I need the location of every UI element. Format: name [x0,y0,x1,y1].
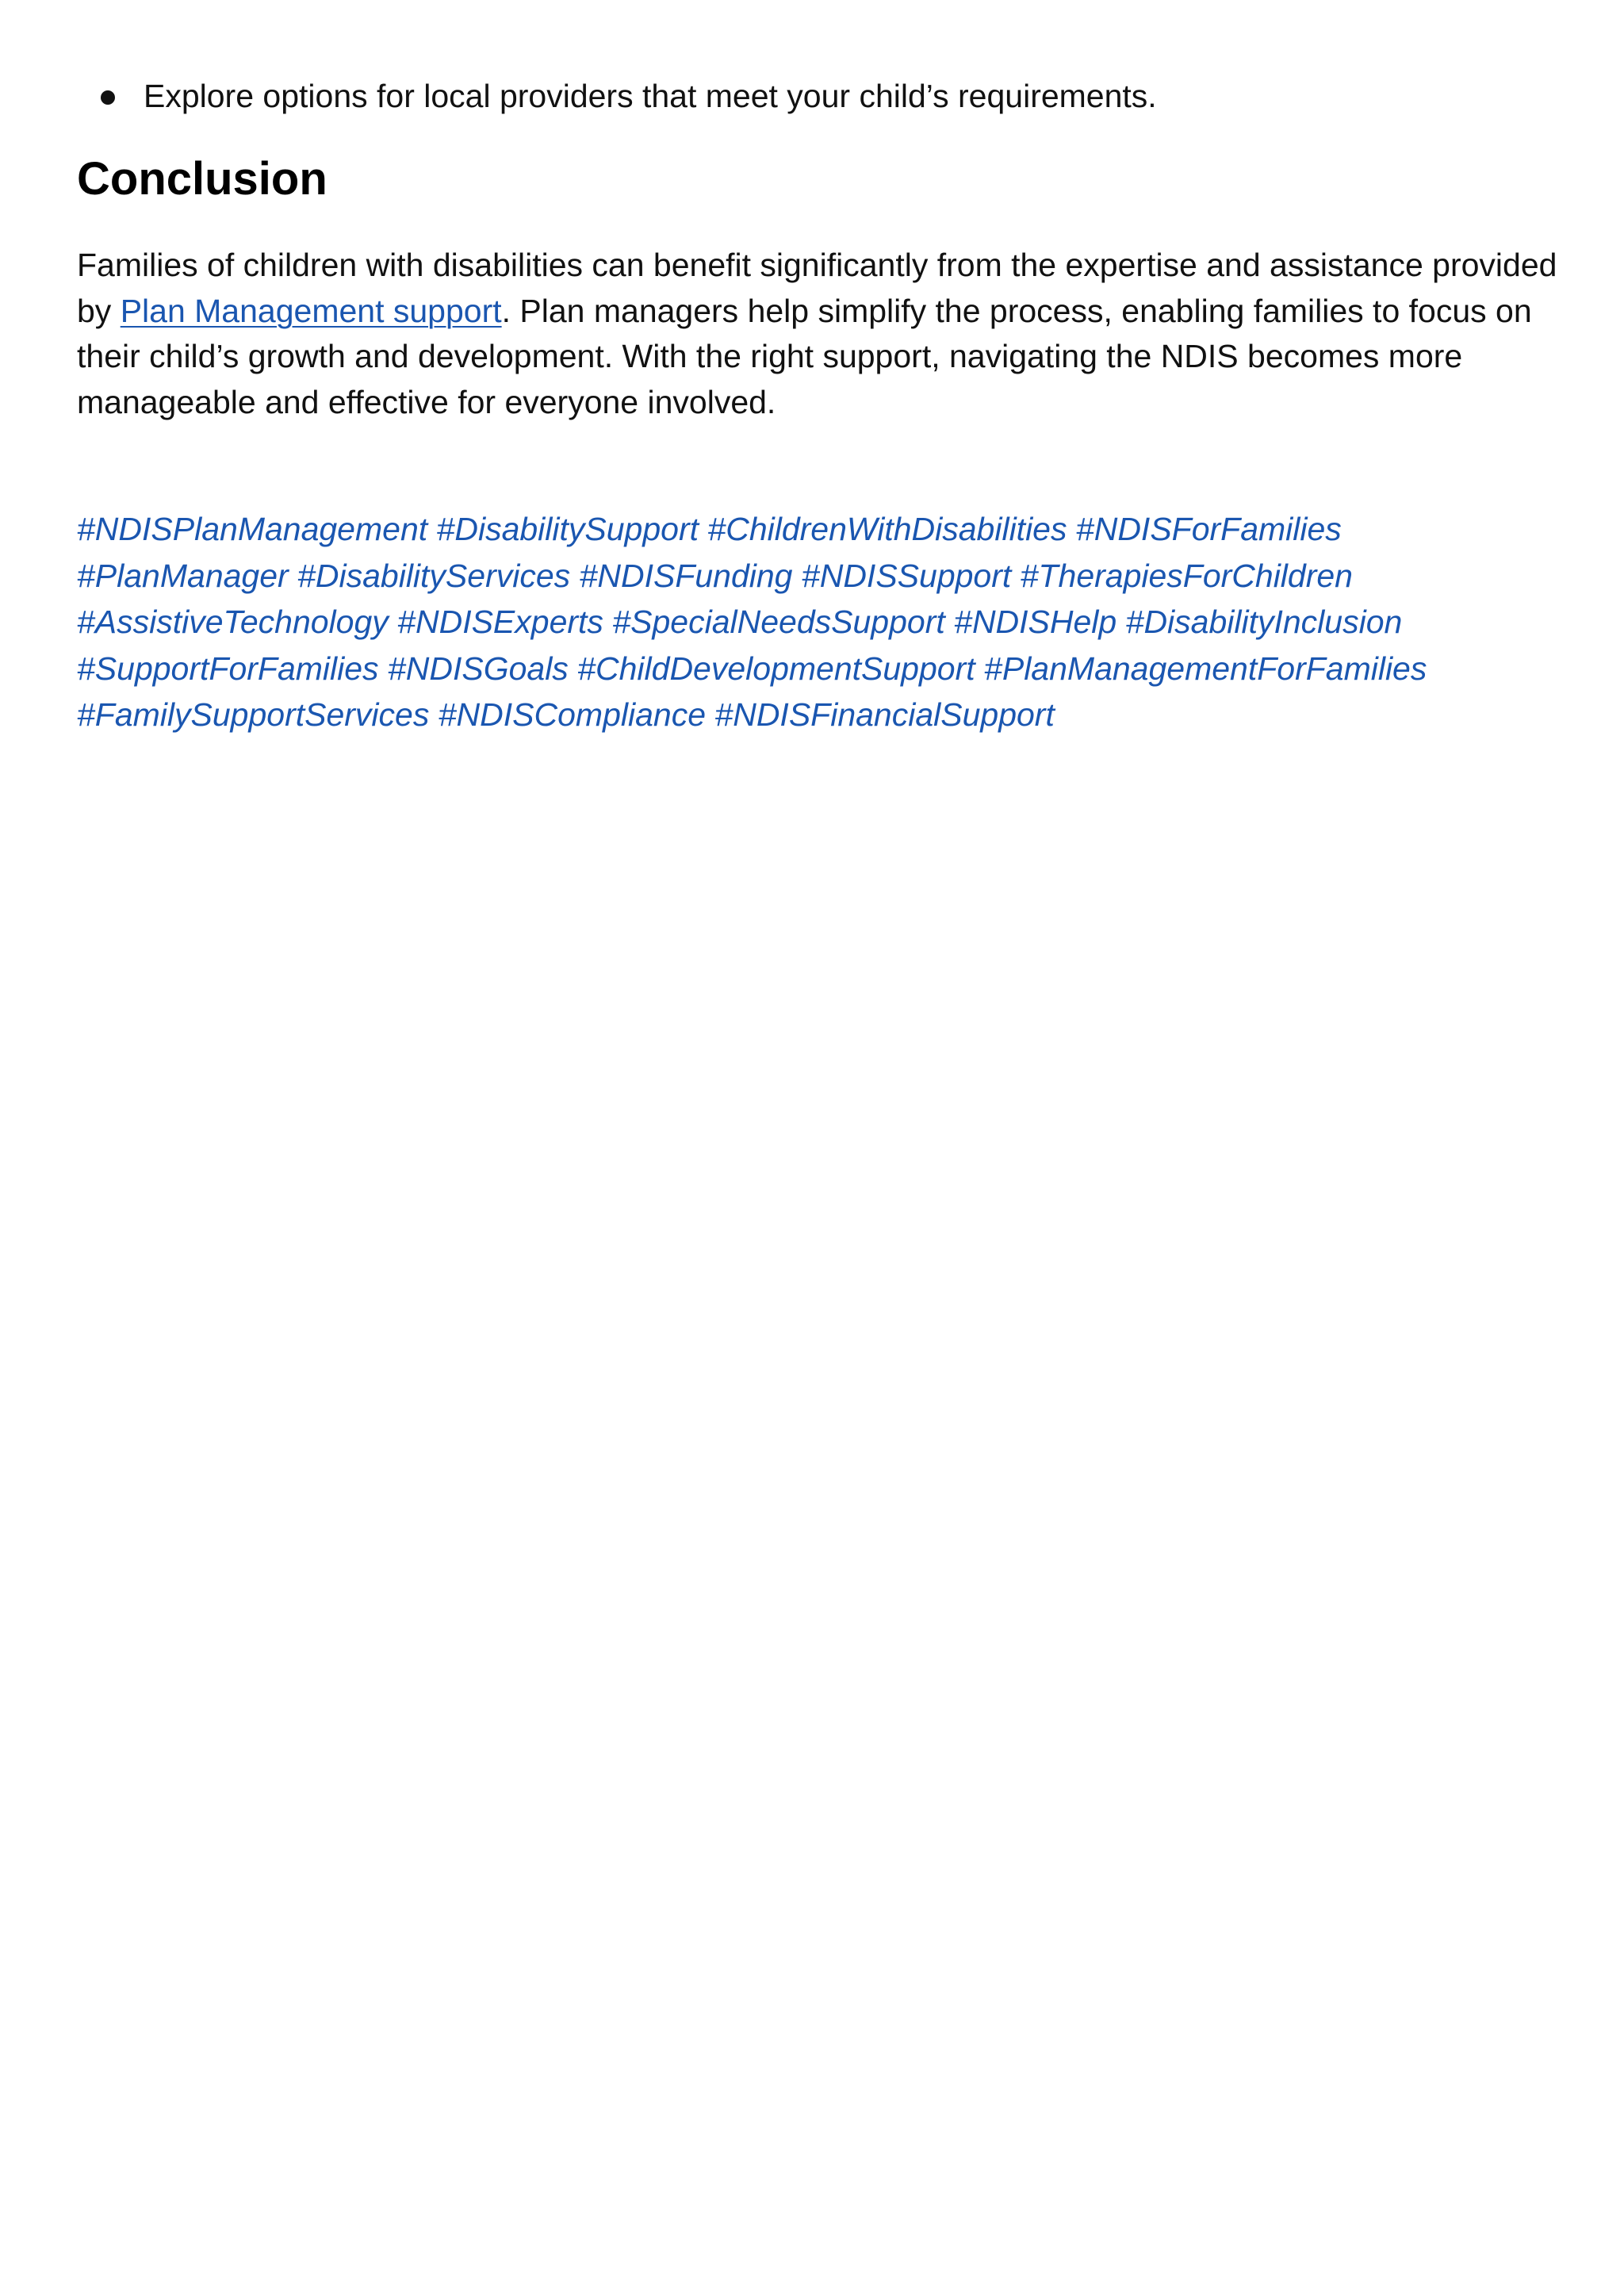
list-item-text: Explore options for local providers that meet your child’s requirements. [144,78,1157,114]
hashtag-line [77,506,1568,553]
list-item [77,73,1568,119]
hashtag-line [77,646,1568,692]
hashtag-link[interactable]: #NDISFunding [579,557,793,594]
hashtag-link[interactable]: #SpecialNeedsSupport [612,604,945,641]
hashtag-link[interactable]: #DisabilitySupport [436,511,699,547]
plan-management-support-link[interactable]: Plan Management support [120,292,502,329]
conclusion-paragraph [77,243,1568,425]
hashtag-link[interactable]: #NDISGoals [387,650,569,687]
hashtag-link[interactable]: #PlanManager [77,557,289,594]
paragraph-text: . Plan managers help simplify the process, enabling families to focus on their child’s growth and development. With the right support, navigating the NDIS becomes more manageable and effective for everyone involved. [77,292,1532,420]
hashtag-block [77,506,1568,738]
paragraph-text: Families of children with disabilities can benefit significantly from the expertise and assistance provided by [77,247,1557,329]
hashtag-link[interactable]: #NDISFinancialSupport [714,696,1055,734]
section-heading: Conclusion [77,153,327,205]
bullet-list [77,73,1568,119]
hashtag-line [77,599,1568,646]
hashtag-link[interactable]: #NDISHelp [954,604,1117,641]
hashtag-link[interactable]: #AssistiveTechnology [77,604,389,641]
hashtag-link[interactable]: #NDISPlanManagement [77,511,428,547]
hashtag-link[interactable]: #ChildrenWithDisabilities [707,511,1067,547]
hashtag-link[interactable]: #ChildDevelopmentSupport [577,650,975,687]
hashtag-link[interactable]: #NDISExperts [397,604,603,641]
hashtag-link[interactable]: #FamilySupportServices [77,696,430,734]
hashtag-link[interactable]: #TherapiesForChildren [1020,557,1353,594]
bullet-icon [101,90,115,105]
hashtag-link[interactable]: #NDISSupport [801,557,1012,594]
hashtag-line [77,692,1568,738]
hashtag-link[interactable]: #NDISForFamilies [1075,511,1342,547]
hashtag-link[interactable]: #SupportForFamilies [77,650,379,687]
hashtag-link[interactable]: #PlanManagementForFamilies [984,650,1427,687]
hashtag-line [77,553,1568,600]
hashtag-link[interactable]: #DisabilityInclusion [1125,604,1403,641]
hashtag-link[interactable]: #DisabilityServices [297,557,571,594]
hashtag-link[interactable]: #NDISCompliance [438,696,706,734]
